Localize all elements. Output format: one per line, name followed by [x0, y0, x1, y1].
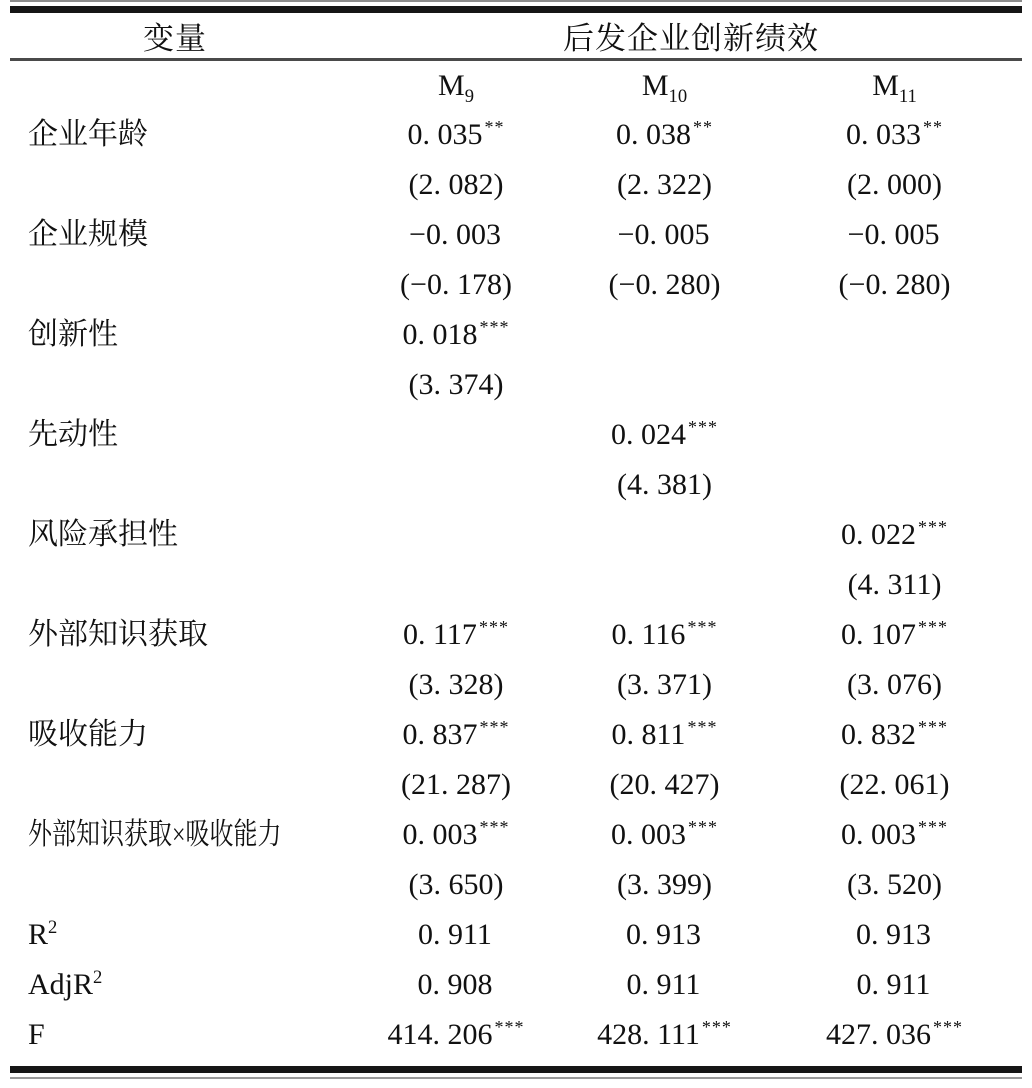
m9-cell	[350, 410, 562, 510]
m9-cell	[350, 510, 562, 610]
t-value: (3. 374)	[408, 368, 504, 401]
coefficient-value: −0. 005	[617, 218, 710, 251]
significance-stars: ***	[688, 817, 718, 837]
label-superscript: 2	[48, 917, 58, 938]
significance-stars: ***	[479, 817, 510, 837]
significance-stars: ***	[479, 317, 510, 337]
row-label: AdjR	[28, 968, 94, 1001]
table-row	[0, 510, 1032, 610]
stat-value: 0. 911	[418, 918, 492, 951]
row-label: 外部知识获取×吸收能力	[28, 818, 282, 851]
stat-row	[0, 960, 1032, 1010]
coefficient-value: 0. 811	[611, 718, 686, 751]
m11-cell	[767, 110, 1022, 210]
m10-cell	[562, 960, 767, 1010]
table-row	[0, 610, 1032, 710]
m11-cell	[767, 410, 1022, 510]
coefficient-value: 0. 038	[616, 118, 691, 151]
t-value	[767, 360, 1022, 410]
row-label-cell	[0, 910, 350, 960]
coefficient-value: 0. 003	[611, 818, 686, 851]
m10-cell	[562, 610, 767, 710]
row-label-cell	[0, 210, 350, 310]
significance-stars: **	[693, 117, 713, 137]
stat-row	[0, 910, 1032, 960]
model-subscript: 11	[898, 85, 917, 107]
significance-stars: ***	[479, 717, 510, 737]
m11-cell	[767, 610, 1022, 710]
m11-cell	[767, 810, 1022, 910]
significance-stars: **	[923, 117, 943, 137]
top-thin-rule	[10, 0, 1022, 2]
row-label: 创新性	[28, 318, 118, 351]
stat-value: 428. 111	[597, 1018, 700, 1051]
bottom-thick-rule	[10, 1066, 1022, 1073]
m11-cell	[767, 1010, 1022, 1060]
model-label: M	[872, 68, 899, 102]
significance-stars: ***	[478, 617, 509, 637]
model-subscript: 10	[668, 85, 688, 107]
coefficient-value: 0. 837	[402, 718, 478, 751]
t-value: (2. 000)	[847, 168, 942, 201]
row-label: 外部知识获取	[28, 618, 208, 651]
t-value: (3. 399)	[617, 868, 712, 901]
t-value: (−0. 280)	[608, 268, 721, 301]
t-value: (4. 311)	[847, 568, 942, 601]
model-subscript: 9	[464, 85, 474, 107]
coefficient-value: 0. 117	[403, 618, 477, 651]
table-row	[0, 710, 1032, 810]
t-value	[562, 560, 767, 610]
t-value: (2. 082)	[408, 168, 504, 201]
significance-stars: ***	[918, 717, 948, 737]
m10-cell	[562, 1010, 767, 1060]
m11-cell	[767, 310, 1022, 410]
m10-cell	[562, 510, 767, 610]
model-m11-header	[767, 68, 1022, 107]
significance-stars: ***	[918, 517, 948, 537]
stat-row	[0, 1010, 1032, 1060]
m10-cell	[562, 410, 767, 510]
label-superscript: 2	[93, 967, 103, 988]
coefficient-value: −0. 005	[847, 218, 940, 251]
row-label: 风险承担性	[28, 518, 178, 551]
stat-value: 427. 036	[826, 1018, 931, 1051]
t-value: (4. 381)	[617, 468, 712, 501]
m11-cell	[767, 510, 1022, 610]
significance-stars: ***	[918, 817, 948, 837]
m10-cell	[562, 310, 767, 410]
t-value: (20. 427)	[609, 768, 720, 801]
m10-cell	[562, 110, 767, 210]
t-value	[562, 360, 767, 410]
row-label-cell	[0, 710, 350, 810]
coefficient-value: 0. 024	[611, 418, 686, 451]
table-row	[0, 310, 1032, 410]
m9-cell	[350, 710, 562, 810]
row-label-cell	[0, 810, 350, 910]
t-value: (21. 287)	[401, 768, 511, 801]
row-label: 企业年龄	[28, 118, 148, 151]
t-value	[350, 460, 562, 510]
coefficient-value: 0. 022	[841, 518, 916, 551]
stat-value: 0. 913	[626, 918, 701, 951]
model-label: M	[641, 68, 669, 102]
coefficient-value: −0. 003	[409, 218, 501, 251]
m10-cell	[562, 910, 767, 960]
row-label: 企业规模	[28, 218, 148, 251]
stat-value: 0. 913	[856, 918, 931, 951]
t-value: (3. 650)	[408, 868, 504, 901]
coefficient-value: 0. 107	[841, 618, 916, 651]
row-label-cell	[0, 960, 350, 1010]
significance-stars: ***	[918, 617, 948, 637]
coefficient-value: 0. 018	[402, 318, 478, 351]
m9-cell	[350, 810, 562, 910]
coefficient-value: 0. 035	[407, 118, 483, 151]
model-m9-header	[350, 68, 562, 107]
row-label-cell	[0, 610, 350, 710]
model-m10-header	[562, 68, 767, 107]
coefficient-value: 0. 832	[841, 718, 916, 751]
m9-cell	[350, 910, 562, 960]
coefficient-value: 0. 003	[841, 818, 916, 851]
row-label: R	[28, 918, 49, 951]
significance-stars: ***	[701, 1017, 732, 1037]
m11-cell	[767, 710, 1022, 810]
model-label: M	[438, 68, 465, 102]
m9-cell	[350, 310, 562, 410]
t-value: (3. 328)	[408, 668, 504, 701]
stat-value: 0. 911	[626, 968, 701, 1001]
stat-value: 0. 908	[417, 968, 493, 1001]
table-row	[0, 810, 1032, 910]
m9-cell	[350, 610, 562, 710]
row-label: 先动性	[28, 418, 118, 451]
coefficient-value: 0. 116	[611, 618, 686, 651]
m11-cell	[767, 210, 1022, 310]
top-thick-rule	[10, 6, 1022, 13]
row-label: F	[28, 1018, 45, 1051]
m9-cell	[350, 960, 562, 1010]
t-value: (2. 322)	[617, 168, 712, 201]
stat-value: 0. 911	[856, 968, 931, 1001]
coefficient-value: 0. 033	[846, 118, 921, 151]
stat-value: 414. 206	[387, 1018, 493, 1051]
table-header-row	[0, 13, 1032, 58]
table-row	[0, 110, 1032, 210]
row-label-cell	[0, 310, 350, 410]
bottom-thin-rule	[10, 1077, 1022, 1079]
t-value	[350, 560, 562, 610]
row-label-cell	[0, 1010, 350, 1060]
m10-cell	[562, 710, 767, 810]
row-label-cell	[0, 110, 350, 210]
t-value: (−0. 178)	[400, 268, 512, 301]
t-value: (3. 371)	[617, 668, 712, 701]
table-row	[0, 210, 1032, 310]
m10-cell	[562, 810, 767, 910]
row-label-cell	[0, 510, 350, 610]
row-label: 吸收能力	[28, 718, 148, 751]
m9-cell	[350, 1010, 562, 1060]
table-row	[0, 410, 1032, 510]
variable-column-header: 变量	[143, 21, 207, 56]
row-label-cell	[0, 410, 350, 510]
t-value: (3. 076)	[847, 668, 942, 701]
m10-cell	[562, 210, 767, 310]
t-value	[767, 460, 1022, 510]
significance-stars: ***	[933, 1017, 963, 1037]
m11-cell	[767, 910, 1022, 960]
span-column-header: 后发企业创新绩效	[563, 21, 819, 56]
model-header-row	[0, 61, 1032, 110]
t-value: (−0. 280)	[838, 268, 951, 301]
significance-stars: ***	[687, 617, 718, 637]
significance-stars: ***	[687, 717, 718, 737]
coefficient-value: 0. 003	[402, 818, 478, 851]
m11-cell	[767, 960, 1022, 1010]
significance-stars: ***	[494, 1017, 525, 1037]
m9-cell	[350, 210, 562, 310]
significance-stars: ***	[688, 417, 718, 437]
significance-stars: **	[484, 117, 505, 137]
m9-cell	[350, 110, 562, 210]
t-value: (3. 520)	[847, 868, 942, 901]
t-value: (22. 061)	[839, 768, 950, 801]
